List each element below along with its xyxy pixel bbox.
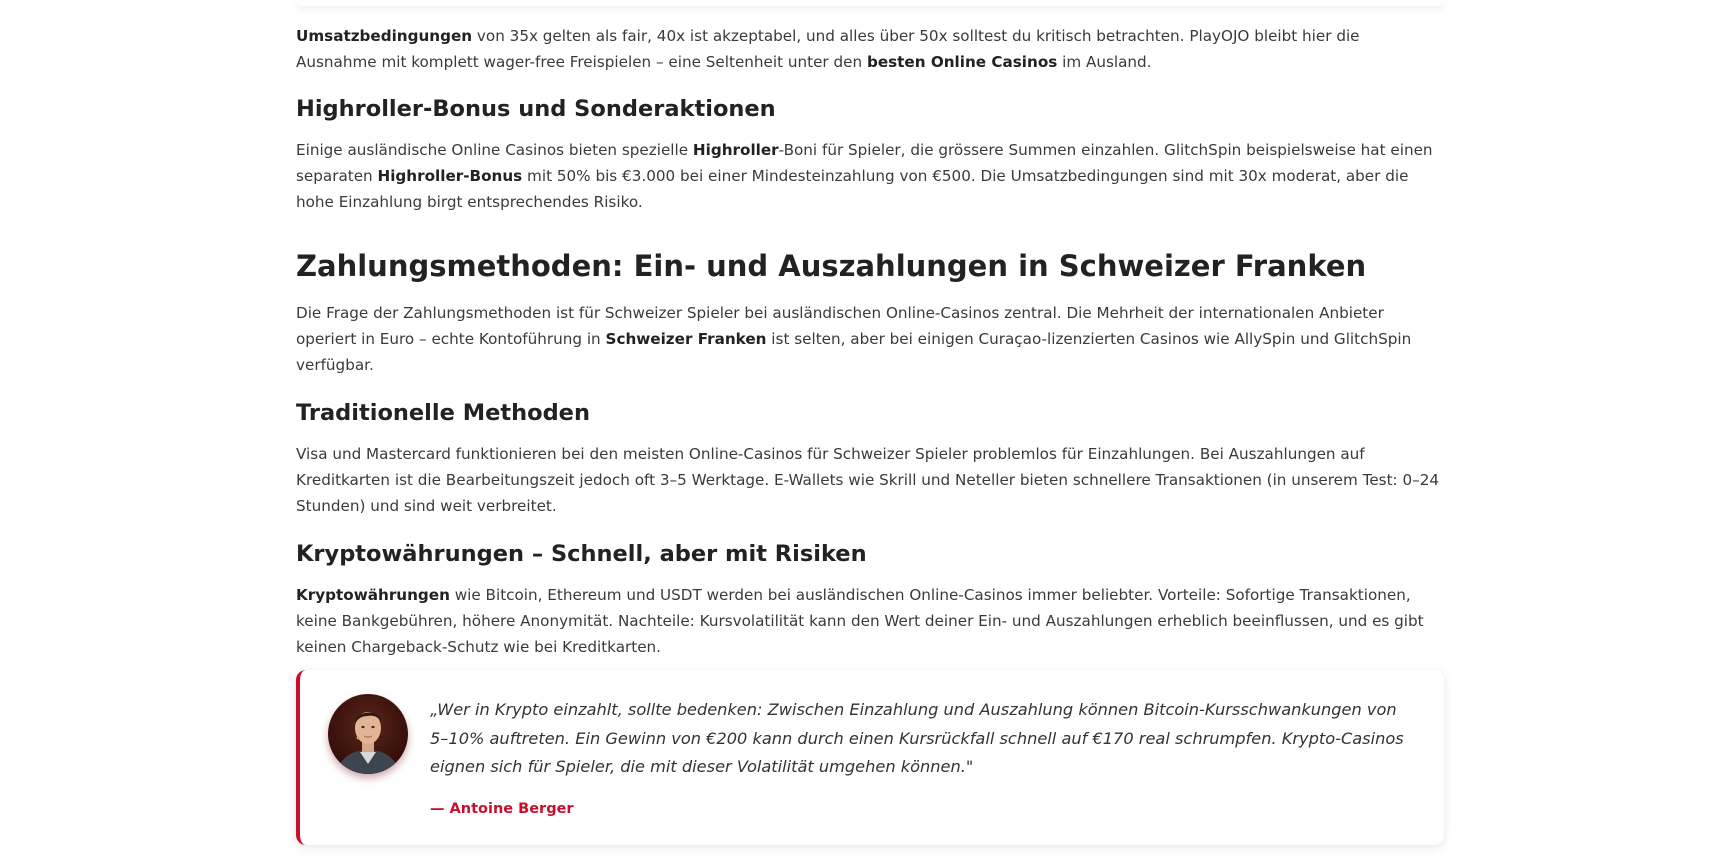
paragraph-wagering: Umsatzbedingungen von 35x gelten als fair, 40x ist akzeptabel, und alles über 50x solltest du kritisch betrachten. PlayOJO bleibt hier die Ausnahme mit komplett wager-free Freispielen – eine Seltenheit unter den besten Online Casinos im Ausland.	[296, 27, 1360, 71]
bold-term: Umsatzbedingungen	[296, 27, 473, 45]
paragraph-crypto: Kryptowährungen wie Bitcoin, Ethereum und USDT werden bei ausländischen Online-Casinos immer beliebter. Vorteile: Sofortige Transaktionen, keine Bankgebühren, höhere Anonymität. Nachteile: Kursvolatilität kann den Wert deiner Ein- und Auszahlungen erheblich beeinflussen, und es gibt keinen Chargeback-Schutz wie bei Kreditkarten.	[296, 586, 1424, 656]
paragraph-traditional-methods: Visa und Mastercard funktionieren bei den meisten Online-Casinos für Schweizer Spieler problemlos für Einzahlungen. Bei Auszahlungen auf Kreditkarten ist die Bearbeitungszeit jedoch oft 3–5 Werktage. E-Wallets wie Skrill und Neteller bieten schnellere Transaktionen (in unserem Test: 0–24 Stunden) und sind weit verbreitet.	[296, 445, 1440, 515]
heading-payment-methods: Zahlungsmethoden: Ein- und Auszahlungen in Schweizer Franken	[296, 249, 1367, 283]
paragraph-highroller: Einige ausländische Online Casinos bieten spezielle Highroller-Boni für Spieler, die grössere Summen einzahlen. GlitchSpin beispielsweise hat einen separaten Highroller-Bonus mit 50% bis €3.000 bei einer Mindesteinzahlung von €500. Die Umsatzbedingungen sind mit 30x moderat, aber die hohe Einzahlung birgt entsprechendes Risiko.	[296, 141, 1433, 211]
expert-quote-box	[296, 670, 1444, 845]
bold-term: Highroller-Bonus	[377, 167, 523, 185]
article-content	[296, 23, 1444, 660]
bold-term: Schweizer Franken	[605, 330, 767, 348]
author-avatar	[328, 694, 408, 774]
author-portrait-icon	[328, 694, 408, 774]
bold-term: Highroller	[692, 141, 779, 159]
bold-term: Kryptowährungen	[296, 586, 450, 604]
quote-author: — Antoine Berger	[430, 801, 574, 817]
heading-crypto: Kryptowährungen – Schnell, aber mit Risiken	[296, 541, 867, 567]
heading-traditional-methods: Traditionelle Methoden	[296, 400, 590, 426]
bold-term: besten Online Casinos	[866, 53, 1058, 71]
paragraph-payment-intro: Die Frage der Zahlungsmethoden ist für Schweizer Spieler bei ausländischen Online-Casinos zentral. Die Mehrheit der internationalen Anbieter operiert in Euro – echte Kontoführung in Schweizer Franken ist selten, aber bei einigen Curaçao-lizenzierten Casinos wie AllySpin und GlitchSpin verfügbar.	[296, 304, 1412, 374]
heading-highroller: Highroller-Bonus und Sonderaktionen	[296, 96, 776, 122]
quote-text: „Wer in Krypto einzahlt, sollte bedenken: Zwischen Einzahlung und Auszahlung können Bitcoin-Kursschwankungen von 5–10% auftreten. Ein Gewinn von €200 kann durch einen Kursrückfall schnell auf €170 real schrumpfen. Krypto-Casinos eignen sich für Spieler, die mit dieser Volatilität umgehen können."	[430, 700, 1404, 776]
previous-section-edge	[296, 0, 1444, 6]
